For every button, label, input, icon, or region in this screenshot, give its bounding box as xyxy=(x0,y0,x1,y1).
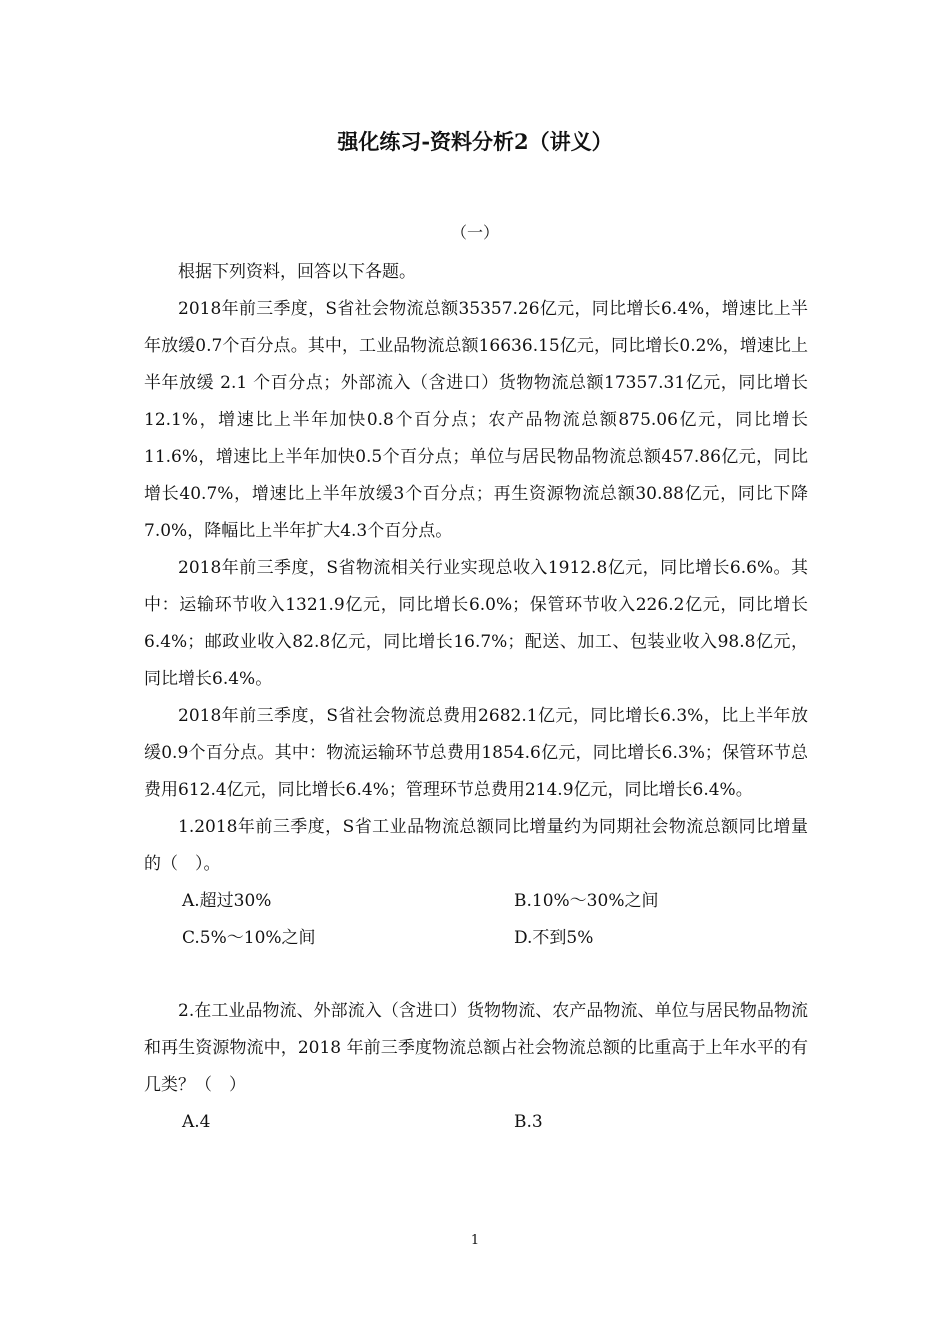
question-spacer xyxy=(144,957,808,993)
question-1-options-row-1 xyxy=(144,883,808,920)
material-paragraph-3: 2018年前三季度，S省社会物流总费用2682.1亿元，同比增长6.3%，比上半年放缓0.9个百分点。其中：物流运输环节总费用1854.6亿元，同比增长6.3%；保管环节总费用612.4亿元，同比增长6.4%；管理环节总费用214.9亿元，同比增长6.4%。 xyxy=(144,706,808,800)
material-paragraph-2: 2018年前三季度，S省物流相关行业实现总收入1912.8亿元，同比增长6.6%。其中：运输环节收入1321.9亿元，同比增长6.0%；保管环节收入226.2亿元，同比增长6.4%；邮政业收入82.8亿元，同比增长16.7%；配送、加工、包装业收入98.8亿元，同比增长6.4%。 xyxy=(144,558,808,689)
question-1-options-row-2 xyxy=(144,920,808,957)
question-1-option-a: A.超过30% xyxy=(182,891,272,911)
question-2-option-b: B.3 xyxy=(514,1112,543,1132)
question-2-option-a: A.4 xyxy=(182,1112,211,1132)
section-heading: （一） xyxy=(450,223,499,242)
question-2-options-row-1 xyxy=(144,1104,808,1141)
page-number: 1 xyxy=(470,1233,480,1248)
question-1-option-c: C.5%～10%之间 xyxy=(182,928,316,948)
question-1-option-d: D.不到5% xyxy=(514,928,594,948)
question-2-stem: 2.在工业品物流、外部流入（含进口）货物物流、农产品物流、单位与居民物品物流和再生资源物流中，2018 年前三季度物流总额占社会物流总额的比重高于上年水平的有几类？（ ） xyxy=(144,1001,808,1095)
document-title: 强化练习-资料分析2（讲义） xyxy=(337,129,613,154)
document-body xyxy=(144,254,808,1141)
intro-paragraph: 根据下列资料，回答以下各题。 xyxy=(178,262,416,282)
question-1-option-b: B.10%～30%之间 xyxy=(514,891,659,911)
question-1-stem: 1.2018年前三季度，S省工业品物流总额同比增量约为同期社会物流总额同比增量的（ ）。 xyxy=(144,817,808,874)
material-paragraph-1: 2018年前三季度，S省社会物流总额35357.26亿元，同比增长6.4%，增速比上半年放缓0.7个百分点。其中，工业品物流总额16636.15亿元，同比增长0.2%，增速比上半年放缓 2.1 个百分点；外部流入（含进口）货物物流总额17357.31亿元，同比增长12.1%，增速比上半年加快0.8个百分点；农产品物流总额875.06亿元，同比增长11.6%，增速比上半年加快0.5个百分点；单位与居民物品物流总额457.86亿元，同比增长40.7%，增速比上半年放缓3个百分点；再生资源物流总额30.88亿元，同比下降7.0%，降幅比上半年扩大4.3个百分点。 xyxy=(144,299,808,541)
